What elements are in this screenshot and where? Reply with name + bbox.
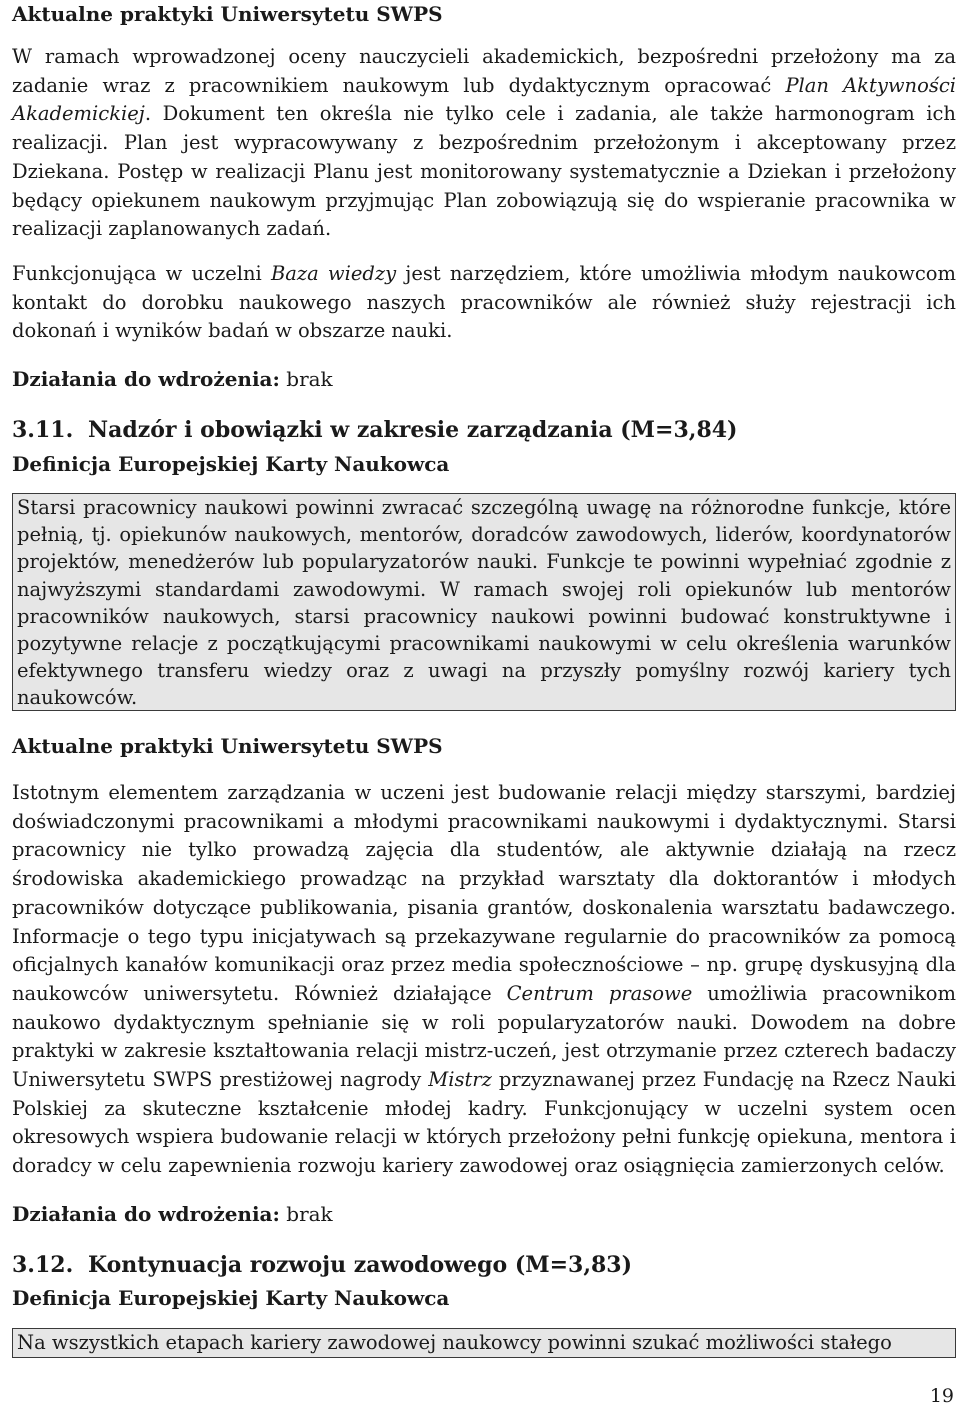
paragraph-baza-wiedzy: Funkcjonująca w uczelni Baza wiedzy jest narzędziem, które umożliwia młodym naukowcom kontakt do dorobku naukowego naszych pracowników ale również służy rejestracji ich dokonań i wyników badań w obszarze nauki. — [12, 262, 956, 343]
plan-aktywnosci-emphasis: Plan Aktywności Akademickiej — [12, 73, 956, 126]
section-title-3-12 — [12, 1250, 956, 1280]
practices-heading: Aktualne praktyki Uniwersytetu SWPS — [12, 734, 443, 758]
section-number: 3.12. — [12, 1252, 74, 1278]
section-number: 3.11. — [12, 417, 74, 443]
definition-box: Na wszystkich etapach kariery zawodowej naukowcy powinni szukać możliwości stałego — [12, 1328, 956, 1358]
section-title: Kontynuacja rozwoju zawodowego (M=3,83) — [88, 1252, 633, 1278]
section-title: Nadzór i obowiązki w zakresie zarządzania (M=3,84) — [88, 417, 738, 443]
paragraph-plan-aktywnosci: W ramach wprowadzonej oceny nauczycieli akademickich, bezpośredni przełożony ma za zadanie wraz z pracownikiem naukowym lub dydaktycznym opracować Plan Aktywności Akademickiej. Dokument ten określa nie tylko cele i zadania, ale także harmonogram ich realizacji. Plan jest wypracowywany z bezpośrednim przełożonym i akceptowany przez Dziekana. Postęp w realizacji Planu jest monitorowany systematycznie a Dziekan i przełożony będący opiekunem naukowym przyjmując Plan zobowiązują się do wspieranie pracownika w realizacji zaplanowanych zadań. — [12, 45, 956, 241]
definition-heading: Definicja Europejskiej Karty Naukowca — [12, 1286, 450, 1310]
actions-value: brak — [286, 367, 333, 391]
practices-heading: Aktualne praktyki Uniwersytetu SWPS — [12, 2, 443, 26]
section-title-3-11 — [12, 415, 956, 445]
definition-box: Starsi pracownicy naukowi powinni zwracać szczególną uwagę na różnorodne funkcje, które pełnią, tj. opiekunów naukowych, mentorów, doradców zawodowych, liderów, koordynatorów projektów, menedżerów lub popularyzatorów nauki. Funkcje te powinni wypełniać zgodnie z najwyższymi standardami zawodowymi. W ramach swojej roli opiekunów lub mentorów pracowników naukowych, starsi pracownicy naukowi powinni budować konstruktywne i pozytywne relacje z początkującymi pracownikami naukowymi w celu określenia warunków efektywnego transferu wiedzy oraz z uwagi na przyszły pomyślny rozwój kariery tych naukowców. — [12, 493, 956, 711]
actions-label: Działania do wdrożenia: — [12, 1202, 280, 1226]
actions-label: Działania do wdrożenia: — [12, 367, 280, 391]
definition-heading: Definicja Europejskiej Karty Naukowca — [12, 452, 450, 476]
actions-line — [12, 1200, 956, 1228]
actions-line — [12, 365, 956, 393]
centrum-prasowe-emphasis: Centrum prasowe — [506, 981, 693, 1005]
actions-value: brak — [286, 1202, 333, 1226]
mistrz-emphasis: Mistrz — [428, 1068, 492, 1092]
baza-wiedzy-emphasis: Baza wiedzy — [270, 262, 397, 285]
paragraph-practices-3-11: Istotnym elementem zarządzania w uczeni jest budowanie relacji między starszymi, bardziej doświadczonymi pracownikami a młodymi pracownikami naukowymi i dydaktycznymi. Starsi pracownicy nie tylko prowadzą zajęcia dla studentów, ale aktywnie działają na rzecz środowiska akademickiego prowadząc na przykład warsztaty dla doktorantów i młodych pracowników dotyczące publikowania, pisania grantów, doskonalenia warsztatu badawczego. Informacje o tego typu inicjatywach są przekazywane regularnie do pracowników za pomocą oficjalnych kanałów komunikacji oraz przez media społecznościowe – np. grupę dyskusyjną dla naukowców uniwersytetu. Również działające Centrum prasowe umożliwia pracownikom naukowo dydaktycznym spełnianie się w roli popularyzatorów nauki. Dowodem na dobre praktyki w zakresie kształtowania relacji mistrz-uczeń, jest otrzymanie przez czterech badaczy Uniwersytetu SWPS prestiżowej nagrody Mistrz przyznawanej przez Fundację na Rzecz Nauki Polskiej za skuteczne kształcenie młodej kadry. Funkcjonujący w uczelni system ocen okresowych wspiera budowanie relacji w których przełożony pełni funkcję opiekuna, mentora i doradcy w celu zapewnienia rozwoju kariery zawodowej oraz osiągnięcia zamierzonych celów. — [12, 781, 956, 1178]
page-number: 19 — [929, 1385, 954, 1407]
